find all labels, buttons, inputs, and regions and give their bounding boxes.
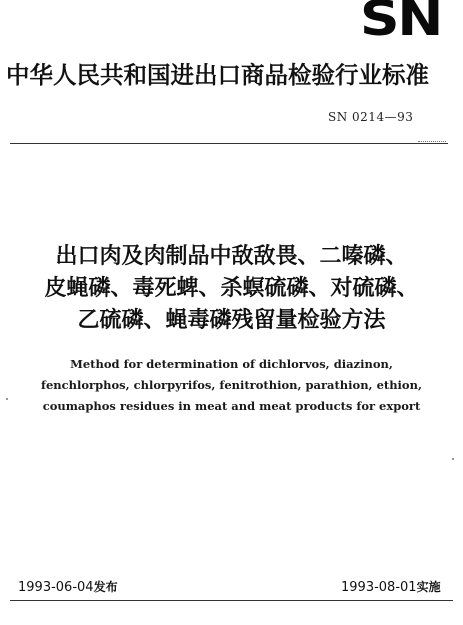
bottom-rule xyxy=(10,600,453,601)
implementation-date xyxy=(341,578,441,595)
standard-category-title: 中华人民共和国进出口商品检验行业标准 xyxy=(6,61,429,89)
english-title-line-2: fenchlorphos, chlorpyrifos, fenitrothion, parathion, ethion, xyxy=(41,378,422,392)
main-title-line-1: 出口肉及肉制品中敌敌畏、二嗪磷、 xyxy=(55,244,408,269)
impl-date-value: 1993-08-01 xyxy=(341,580,417,595)
english-title xyxy=(0,354,463,417)
main-title-line-2: 皮蝇磷、毒死蜱、杀螟硫磷、对硫磷、 xyxy=(44,276,419,301)
chinese-main-title xyxy=(0,241,463,337)
standard-code: SN 0214—93 xyxy=(328,110,414,124)
scan-speck xyxy=(6,398,8,400)
scan-speck xyxy=(452,458,454,460)
top-rule xyxy=(10,143,448,144)
main-title-line-3: 乙硫磷、蝇毒磷残留量检验方法 xyxy=(77,308,386,333)
issue-date-label: 发布 xyxy=(93,580,118,594)
top-rule-dotted xyxy=(418,141,446,142)
impl-date-label: 实施 xyxy=(416,580,441,594)
english-title-line-1: Method for determination of dichlorvos, diazinon, xyxy=(70,357,393,371)
sn-logo: SN xyxy=(359,0,442,38)
english-title-line-3: coumaphos residues in meat and meat products for export xyxy=(42,399,421,413)
issue-date xyxy=(18,578,118,595)
issue-date-value: 1993-06-04 xyxy=(18,580,94,595)
